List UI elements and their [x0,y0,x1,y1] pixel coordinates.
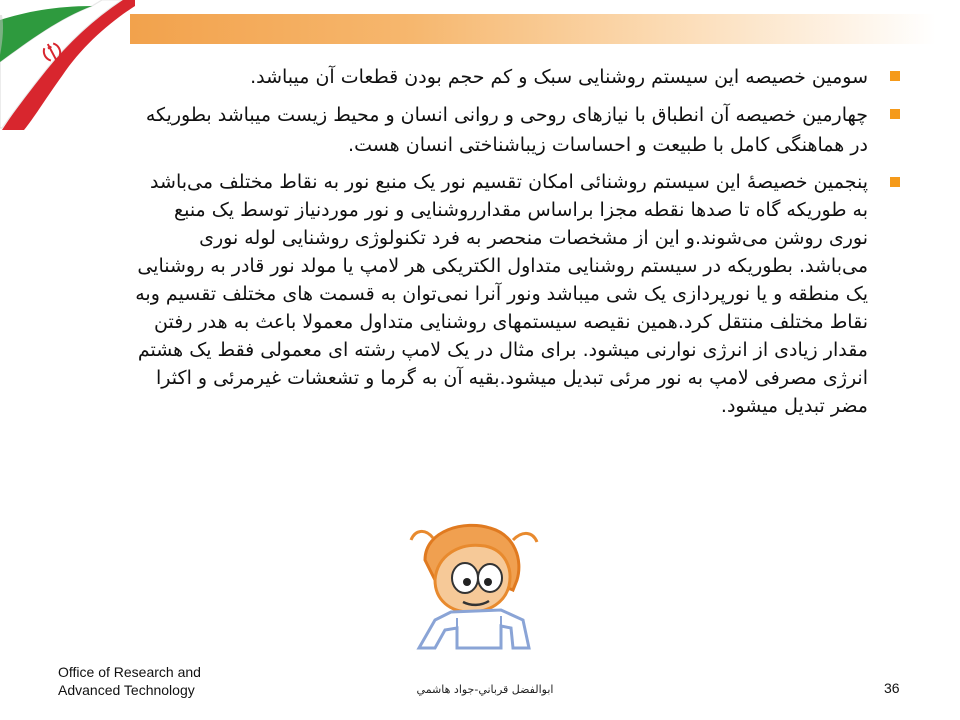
header-gradient-bar [130,14,936,44]
bullet-square-icon [890,109,900,119]
thinking-character-icon [405,520,550,655]
footer-org-line: Advanced Technology [58,682,195,698]
bullet-item-5 [130,168,900,420]
iran-flag-icon [0,0,135,130]
footer-org-line: Office of Research and [58,664,201,680]
slide-content [130,62,900,428]
bullet-text: چهارمین خصیصه آن انطباق با نیازهای روحی و روانی انسان و محیط زیست میباشد بطوریکه در هماهنگی کامل با طبیعت و احساسات زیباشناختی انسان هست. [145,104,868,156]
footer-organization [58,663,258,699]
bullet-text: سومین خصیصه این سیستم روشنایی سبک و کم حجم بودن قطعات آن میباشد. [250,66,868,88]
bullet-square-icon [890,71,900,81]
bullet-item-3 [130,62,900,92]
bullet-text: پنجمین خصیصهٔ این سیستم روشنائی امکان تقسیم نور یک منبع نور به نقاط مختلف می‌باشد به طوریکه گاه تا صدها نقطه مجزا براساس مقدارروشنایی و نور موردنیاز توسط یک منبع نوری روشن می‌شوند.و این از مشخصات منحصر به فرد تکنولوژی روشنایی لوله نوری می‌باشد. بطوریکه در سیستم روشنایی متداول الکتریکی هر لامپ یا مولد نور قادر به روشنایی یک منطقه و یا نورپردازی یک شی میباشد ونور آنرا نمی‌توان به قسمت های مختلف تقسیم وبه نقاط مختلف منتقل کرد.همین نقیصه سیستمهای روشنایی متداول معمولا باعث به هدر رفتن مقدار زیادی از انرژی نوارنی میشود. برای مثال در یک لامپ رشته ای معمولی فقط یک هشتم انرژی مصرفی لامپ به نور مرئی تبدیل میشود.بقیه آن به گرما و تشعشات غیرمرئی و اکثرا مضر تبدیل میشود. [135,171,868,417]
page-number: 36 [884,680,900,696]
bullet-square-icon [890,177,900,187]
bullet-item-4 [130,100,900,160]
footer-author: ابوالفضل قرباني-جواد هاشمي [416,683,554,696]
